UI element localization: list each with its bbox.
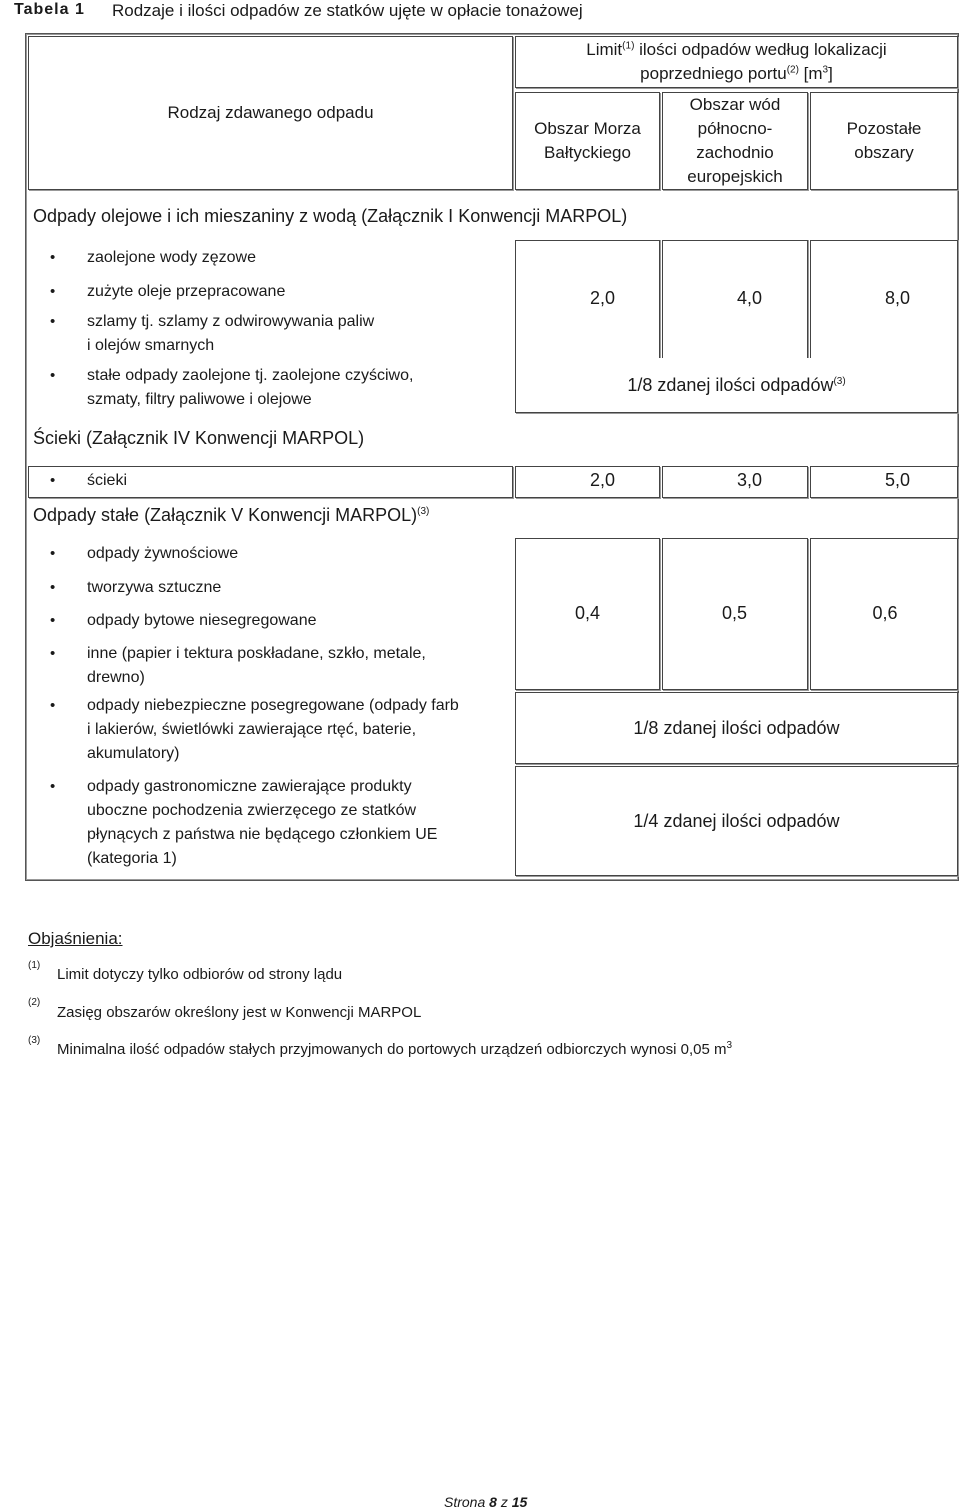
- solid-value-baltic: 0,4: [574, 603, 601, 623]
- section-oil-title: Odpady olejowe i ich mieszaniny z wodą (Załącznik I Konwencji MARPOL): [33, 206, 628, 226]
- list-item-continuation: płynących z państwa nie będącego członkiem UE: [87, 826, 438, 843]
- header-col-other: Pozostałe obszary: [810, 92, 958, 190]
- list-item-continuation: szmaty, filtry paliwowe i olejowe: [87, 391, 312, 408]
- solid-value-other: 0,6: [872, 603, 898, 623]
- solid-value-northwest: 0,5: [721, 603, 748, 623]
- header-limit-line2: poprzedniego portu$^{(2)}$ $[m^3]$: [640, 64, 833, 83]
- header-waste-type-label: Rodzaj zdawanego odpadu: [167, 103, 374, 122]
- solid-hazardous-cell: [515, 692, 958, 764]
- list-item: • szlamy tj. szlamy z odwirowywania paliw: [87, 310, 374, 334]
- solid-hazardous-text: 1/8 zdanej ilości odpadów: [633, 717, 840, 738]
- list-item-continuation: (kategoria 1): [87, 850, 177, 867]
- list-item: • tworzywa sztuczne: [87, 576, 221, 600]
- note-text: Zasięg obszarów określony jest w Konwencji MARPOL: [57, 1004, 422, 1021]
- oil-value-northwest: 4,0: [736, 288, 763, 308]
- section-solid-title: Odpady stałe (Załącznik V Konwencji MARPOL)$^{(3)}$: [33, 505, 430, 525]
- note-mark: (1): [28, 960, 41, 971]
- page-number: Strona 8 z 15: [444, 1494, 528, 1510]
- list-item: • odpady niebezpieczne posegregowane (odpady farb: [87, 694, 459, 718]
- sewage-value-northwest: 3,0: [736, 470, 763, 490]
- header-limit-line1: Limit$^{(1)}$ ilości odpadów według lokalizacji: [586, 40, 887, 59]
- list-item: • zużyte oleje przepracowane: [87, 280, 285, 304]
- solid-catering-text: 1/4 zdanej ilości odpadów: [633, 810, 840, 831]
- note-mark: (2): [28, 997, 41, 1008]
- table-number: Tabela 1: [14, 1, 85, 18]
- list-item: • inne (papier i tektura poskładane, szkło, metale,: [87, 642, 426, 666]
- list-item: • odpady bytowe niesegregowane: [87, 609, 317, 633]
- oil-fraction-cell: [515, 358, 958, 413]
- header-col-northwest: Obszar wód północno- zachodnio europejskich: [662, 92, 808, 190]
- list-item-continuation: i olejów smarnych: [87, 337, 215, 354]
- sewage-value-other: 5,0: [884, 470, 911, 490]
- oil-value-baltic: 2,0: [589, 288, 616, 308]
- list-item-continuation: uboczne pochodzenia zwierzęcego ze statków: [87, 802, 417, 819]
- table-title: Rodzaje i ilości odpadów ze statków ujęte w opłacie tonażowej: [112, 1, 583, 20]
- oil-value-other: 8,0: [884, 288, 911, 308]
- list-item: • ścieki: [87, 469, 127, 493]
- list-item-continuation: i lakierów, świetlówki zawierające rtęć, baterie,: [87, 721, 417, 738]
- list-item: • odpady żywnościowe: [87, 542, 238, 566]
- list-item: • odpady gastronomiczne zawierające produkty: [87, 775, 412, 799]
- header-limit: [515, 36, 958, 88]
- list-item-continuation: drewno): [87, 669, 145, 686]
- list-item: • stałe odpady zaolejone tj. zaolejone czyściwo,: [87, 364, 413, 388]
- note-text: Limit dotyczy tylko odbiorów od strony lądu: [57, 966, 343, 983]
- list-item-continuation: akumulatory): [87, 745, 180, 762]
- note-text: Minimalna ilość odpadów stałych przyjmowanych do portowych urządzeń odbiorczych wynosi 0,05 $m^3$: [57, 1040, 733, 1058]
- solid-catering-cell: [515, 766, 958, 876]
- note-mark: (3): [28, 1035, 41, 1046]
- header-col-baltic: Obszar Morza Bałtyckiego: [515, 92, 660, 190]
- list-item: • zaolejone wody zęzowe: [87, 246, 256, 270]
- section-sewage-title: Ścieki (Załącznik IV Konwencji MARPOL): [33, 428, 365, 448]
- oil-fraction-text: 1/8 zdanej ilości odpadów$^{(3)}$: [627, 374, 846, 395]
- header-waste-type: [28, 36, 513, 190]
- notes-heading: Objaśnienia:: [28, 929, 123, 948]
- sewage-value-baltic: 2,0: [589, 470, 616, 490]
